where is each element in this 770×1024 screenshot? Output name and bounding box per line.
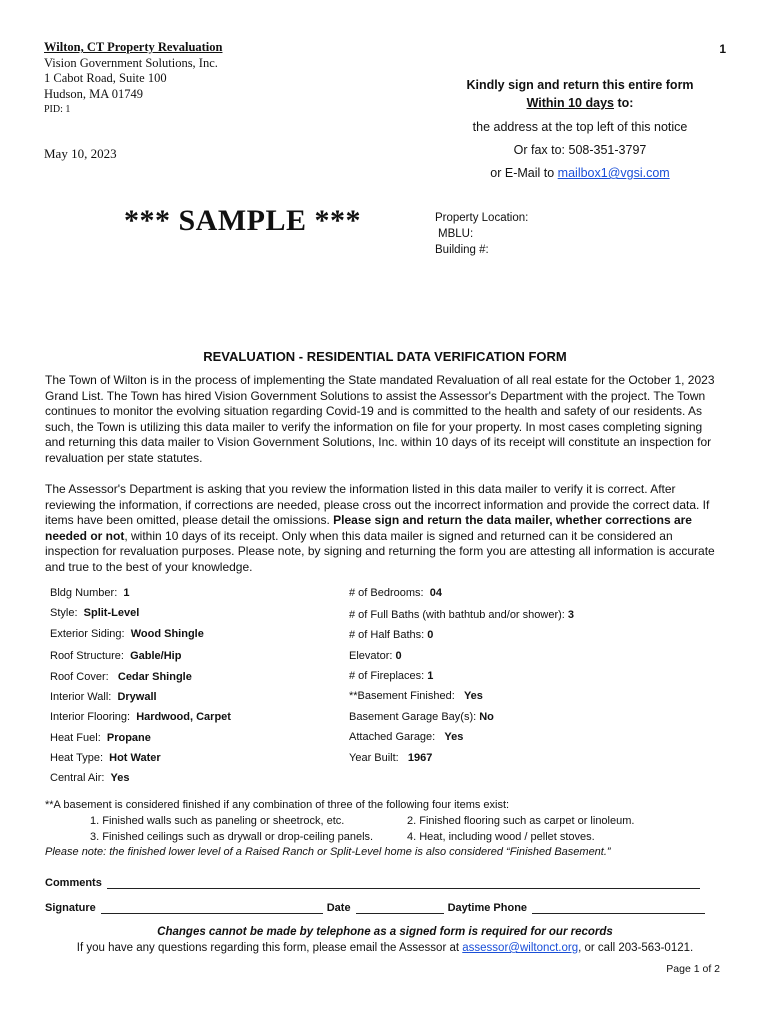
return-instruction-3: the address at the top left of this notice xyxy=(472,120,688,134)
basement-item-2: 2. Finished flooring such as carpet or linoleum. xyxy=(407,815,635,827)
page-of-label: Page 1 of 2 xyxy=(666,963,720,975)
sign-return-emphasis: Please sign and return the data mailer, whether corrections are needed or not xyxy=(45,513,692,543)
org-title: Wilton, CT Property Revaluation xyxy=(44,40,223,54)
return-instruction-2: Within 10 days to: xyxy=(526,96,634,110)
mblu-label: MBLU: xyxy=(438,228,474,240)
page-number: 1 xyxy=(719,42,726,56)
intro-paragraph: The Town of Wilton is in the process of implementing the State mandated Revaluation of all real estate for the October 1, 2023 Grand List. The Town has hired Vision Government Solutions to assist the Assessor's Department with the project. The Town continues to monitor the evolving situation regarding Covid-19 and is committed to the health and safety of our residents. As such, the Town is utilizing this data mailer to verify the information on file for your property. In most cases completing signing and returning this data mailer to Vision Government Solutions, Inc. within 10 days of its receipt will constitute an inspection for revaluation per state statutes. xyxy=(45,373,715,465)
field-attached-garage: Attached Garage: Yes xyxy=(349,731,464,743)
return-instruction-1: Kindly sign and return this entire form xyxy=(466,78,694,92)
field-heat-type: Heat Type: Hot Water xyxy=(50,752,161,764)
within-10-days: Within 10 days xyxy=(526,96,614,110)
basement-note-intro: **A basement is considered finished if any combination of three of the following four items exist: xyxy=(45,799,510,811)
signature-field[interactable] xyxy=(101,902,323,914)
field-bedrooms: # of Bedrooms: 04 xyxy=(349,587,442,599)
company-name: Vision Government Solutions, Inc. xyxy=(44,55,218,70)
sample-watermark: *** SAMPLE *** xyxy=(124,204,362,237)
field-elevator: Elevator: 0 xyxy=(349,650,402,662)
property-location-label: Property Location: xyxy=(435,212,529,224)
raised-ranch-note: Please note: the finished lower level of a Raised Ranch or Split-Level home is also considered “Finished Basement.” xyxy=(45,846,611,858)
field-roof-cover: Roof Cover: Cedar Shingle xyxy=(50,671,192,683)
fax-line: Or fax to: 508-351-3797 xyxy=(513,143,647,157)
vgsi-email-link[interactable]: mailbox1@vgsi.com xyxy=(557,166,670,180)
comments-label: Comments xyxy=(45,877,102,889)
field-roof-structure: Roof Structure: Gable/Hip xyxy=(50,650,182,662)
field-half-baths: # of Half Baths: 0 xyxy=(349,629,434,641)
address-line-1: 1 Cabot Road, Suite 100 xyxy=(44,71,167,85)
assessor-email-link[interactable]: assessor@wiltonct.org xyxy=(462,942,579,954)
field-basement-finished: **Basement Finished: Yes xyxy=(349,690,483,702)
field-interior-wall: Interior Wall: Drywall xyxy=(50,691,157,703)
letter-date: May 10, 2023 xyxy=(44,146,117,161)
field-heat-fuel: Heat Fuel: Propane xyxy=(50,732,151,744)
field-fireplaces: # of Fireplaces: 1 xyxy=(349,670,434,682)
basement-item-1: 1. Finished walls such as paneling or sheetrock, etc. xyxy=(90,815,345,827)
form-title: REVALUATION - RESIDENTIAL DATA VERIFICATION FORM xyxy=(203,349,567,364)
field-bldg-number: Bldg Number: 1 xyxy=(50,587,130,599)
contact-line: If you have any questions regarding this form, please email the Assessor at assessor@wiltonct.org, or call 203-563-0121. xyxy=(76,942,694,954)
comments-row xyxy=(45,877,700,889)
signature-row xyxy=(45,902,705,914)
comments-field[interactable] xyxy=(107,877,700,889)
field-style: Style: Split-Level xyxy=(50,607,140,619)
basement-item-4: 4. Heat, including wood / pellet stoves. xyxy=(407,831,595,843)
pid-label: PID: 1 xyxy=(44,104,71,115)
daytime-phone-label: Daytime Phone xyxy=(447,902,528,914)
field-basement-garage: Basement Garage Bay(s): No xyxy=(349,711,494,723)
field-full-baths: # of Full Baths (with bathtub and/or shower): 3 xyxy=(349,609,575,621)
signature-label: Signature xyxy=(45,902,96,914)
email-line: or E-Mail to mailbox1@vgsi.com xyxy=(490,166,670,180)
daytime-phone-field[interactable] xyxy=(532,902,705,914)
basement-item-3: 3. Finished ceilings such as drywall or drop-ceiling panels. xyxy=(90,831,374,843)
instructions-paragraph: The Assessor's Department is asking that you review the information listed in this data mailer to verify it is correct. After reviewing the information, if corrections are needed, please cross out the incorrect information and provide the correct data. If items have been omitted, please detail the omissions. Please sign and return the data mailer, whether corrections are needed or not, within 10 days of its receipt. Only when this data mailer is signed and returned can it be considered an inspection for revaluation purposes. Please note, by signing and returning the form you are attesting all information is accurate and true to the best of your knowledge. xyxy=(45,482,715,574)
address-line-2: Hudson, MA 01749 xyxy=(44,86,143,101)
field-year-built: Year Built: 1967 xyxy=(349,752,433,764)
date-field[interactable] xyxy=(356,902,444,914)
field-interior-flooring: Interior Flooring: Hardwood, Carpet xyxy=(50,711,231,723)
field-exterior-siding: Exterior Siding: Wood Shingle xyxy=(50,628,204,640)
property-info xyxy=(435,210,528,258)
building-number-label: Building #: xyxy=(435,244,489,256)
telephone-notice: Changes cannot be made by telephone as a signed form is required for our records xyxy=(157,926,613,938)
date-label: Date xyxy=(326,902,351,914)
field-central-air: Central Air: Yes xyxy=(50,772,130,784)
sender-address-block xyxy=(44,40,222,118)
